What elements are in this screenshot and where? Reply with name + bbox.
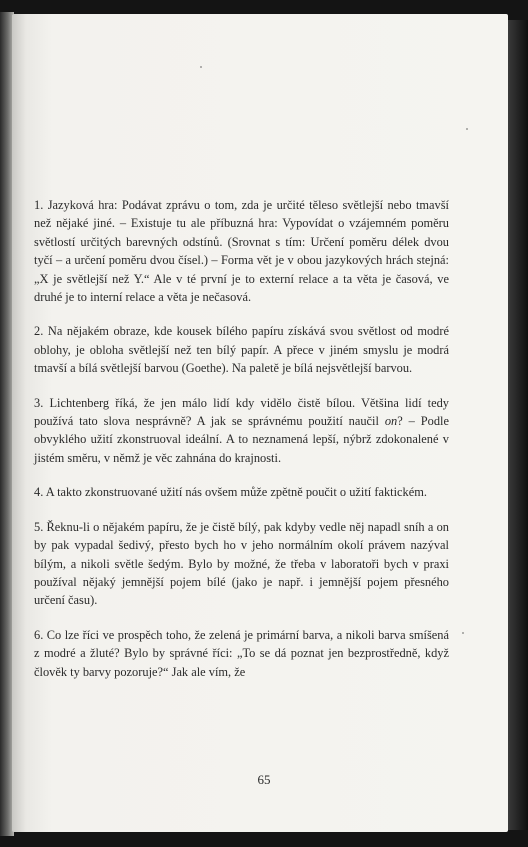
paragraph-3: 3. Lichtenberg říká, že jen málo lidí kdy vidělo čistě bílou. Většina lidí tedy používá tato slova nesprávně? A jak se správnému použití naučil on? – Podle obvyklého užití zkonstruoval ideální. A to neznamená lepší, nýbrž zdokonalené v jistém směru, v němž je věc zahnána do krajnosti. (34, 395, 449, 465)
paragraph-1: 1. Jazyková hra: Podávat zprávu o tom, zda je určité těleso světlejší nebo tmavší než nějaké jiné. – Existuje tu ale příbuzná hra: Vypovídat o vzájemném poměru světlostí určitých barevných odstínů. (Srovnat s tím: Určení poměru délek dvou tyčí – a určení poměru dvou čísel.) – Forma vět je v obou jazykových hrách stejná: „X je světlejší než Y.“ Ale v té první je to externí relace a ta věta je časová, ve druhé je to interní relace a věta je nečasová. (34, 198, 449, 305)
dust-speck (200, 66, 202, 68)
paragraph-2: 2. Na nějakém obraze, kde kousek bílého papíru získává svou světlost od modré oblohy, je obloha světlejší než ten bílý papír. A přece v jiném smyslu je modrá tmavší a bílá světlejší barvou (Goethe). Na paletě je bílá nejsvětlejší barvou. (34, 324, 449, 376)
paragraph-5: 5. Řeknu-li o nějakém papíru, že je čistě bílý, pak kdyby vedle něj napadl sníh a on by pak vypadal šedivý, přesto bych ho v jeho normálním okolí právem nazýval bílým, a nikoli světle šedým. Bylo by možné, že třeba v laboratoři bych v praxi používal nějaký jemnější pojem bílé (jako je např. i jemnější pojem přesného určení času). (34, 519, 449, 608)
page-edge-shadow (508, 20, 528, 830)
page-number: 65 (257, 772, 271, 787)
paragraph-6: 6. Co lze říci ve prospěch toho, že zelená je primární barva, a nikoli barva smíšená z modré a žluté? Bylo by správné říci: „To se dá poznat jen bezprostředně, když člověk ty barvy pozoruje?“ Jak ale vím, že (34, 627, 449, 679)
dust-speck (466, 128, 468, 130)
dust-speck (462, 632, 464, 634)
emphasized-word: on (384, 414, 398, 429)
body-text (34, 196, 449, 697)
paragraph-4: 4. A takto zkonstruované užití nás ovšem může zpětně poučit o užití faktickém. (34, 485, 427, 500)
